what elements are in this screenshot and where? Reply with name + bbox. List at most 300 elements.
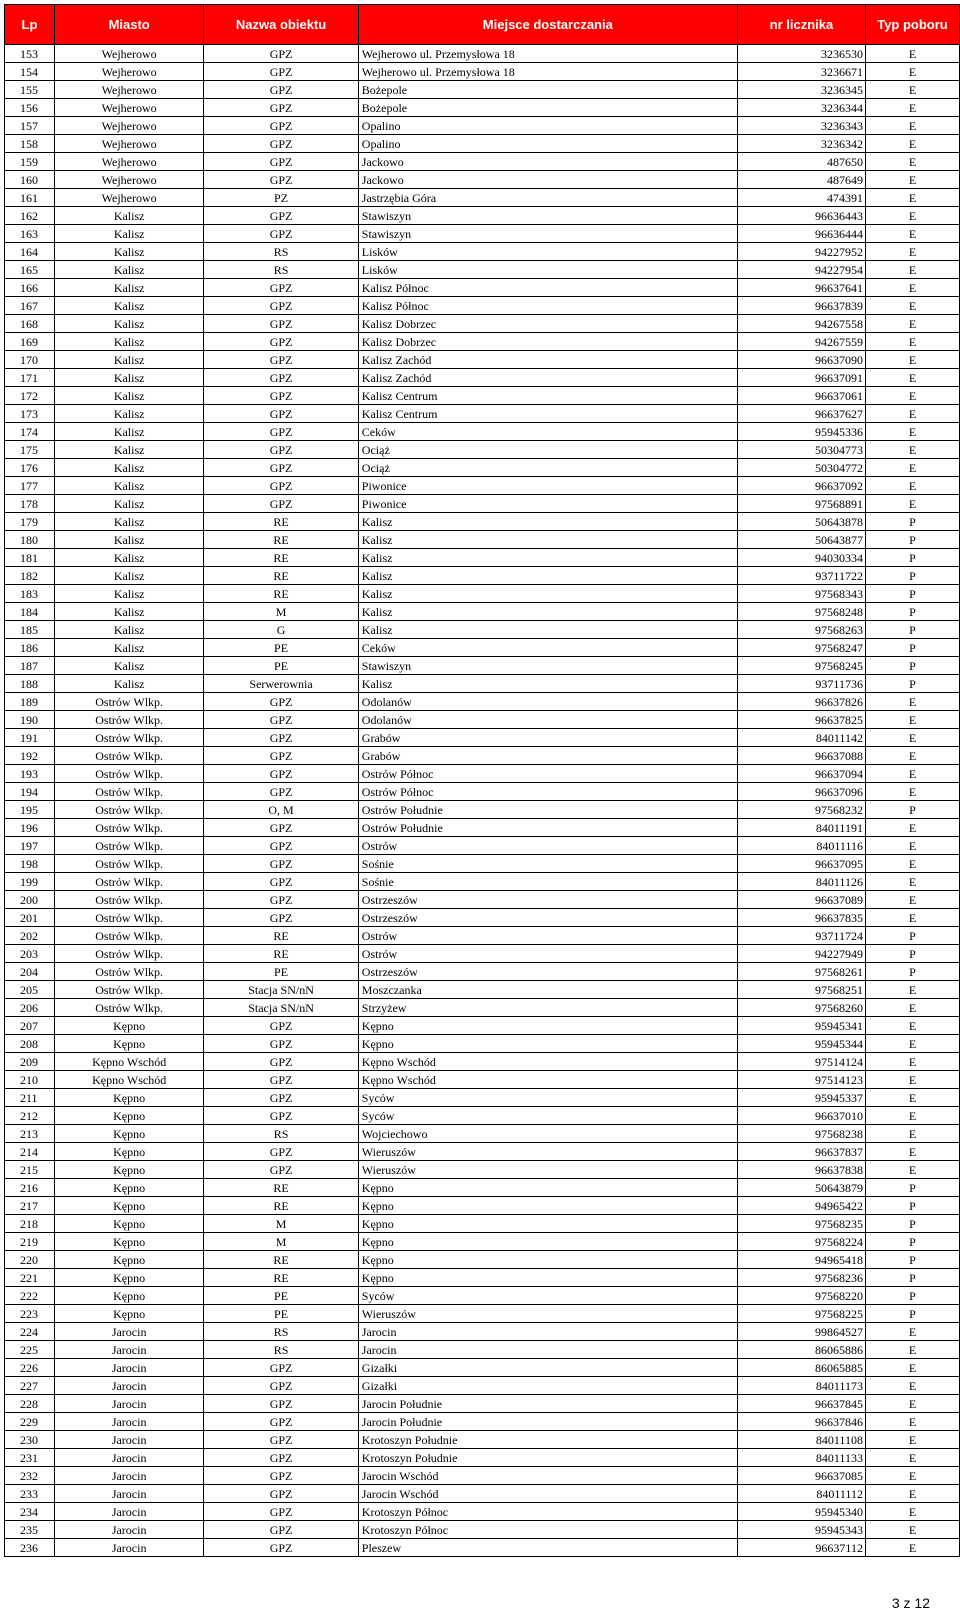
table-row	[5, 1287, 960, 1305]
cell-lp: 203	[5, 945, 55, 963]
cell-miasto: Wejherowo	[54, 81, 203, 99]
cell-miasto: Ostrów Wlkp.	[54, 801, 203, 819]
cell-miejsce-dostarczania: Kalisz Zachód	[358, 351, 737, 369]
cell-miejsce-dostarczania: Krotoszyn Południe	[358, 1449, 737, 1467]
table-row	[5, 945, 960, 963]
cell-miejsce-dostarczania: Ostrów	[358, 837, 737, 855]
table-row	[5, 1071, 960, 1089]
cell-nr-licznika: 95945337	[737, 1089, 865, 1107]
cell-nr-licznika: 97568245	[737, 657, 865, 675]
cell-typ-poboru: E	[865, 909, 959, 927]
cell-nr-licznika: 96637090	[737, 351, 865, 369]
table-row	[5, 171, 960, 189]
cell-nazwa-obiektu: GPZ	[204, 1485, 358, 1503]
cell-lp: 160	[5, 171, 55, 189]
cell-miasto: Kalisz	[54, 333, 203, 351]
cell-typ-poboru: E	[865, 1053, 959, 1071]
cell-miasto: Kalisz	[54, 387, 203, 405]
cell-lp: 224	[5, 1323, 55, 1341]
cell-lp: 184	[5, 603, 55, 621]
table-row	[5, 855, 960, 873]
cell-typ-poboru: E	[865, 81, 959, 99]
cell-nr-licznika: 94267559	[737, 333, 865, 351]
cell-lp: 178	[5, 495, 55, 513]
cell-miasto: Kępno	[54, 1179, 203, 1197]
table-row	[5, 1449, 960, 1467]
cell-typ-poboru: E	[865, 783, 959, 801]
cell-typ-poboru: E	[865, 225, 959, 243]
cell-miejsce-dostarczania: Bożepole	[358, 99, 737, 117]
table-row	[5, 1125, 960, 1143]
cell-typ-poboru: P	[865, 1215, 959, 1233]
cell-nr-licznika: 96637061	[737, 387, 865, 405]
cell-miasto: Jarocin	[54, 1341, 203, 1359]
cell-lp: 231	[5, 1449, 55, 1467]
cell-nazwa-obiektu: Stacja SN/nN	[204, 999, 358, 1017]
header-nazwa-obiektu: Nazwa obiektu	[204, 5, 358, 45]
cell-lp: 159	[5, 153, 55, 171]
cell-miejsce-dostarczania: Opalino	[358, 117, 737, 135]
cell-lp: 170	[5, 351, 55, 369]
table-row	[5, 1323, 960, 1341]
cell-miasto: Ostrów Wlkp.	[54, 873, 203, 891]
cell-miejsce-dostarczania: Bożepole	[358, 81, 737, 99]
cell-miasto: Kępno Wschód	[54, 1071, 203, 1089]
cell-miasto: Kalisz	[54, 243, 203, 261]
cell-lp: 235	[5, 1521, 55, 1539]
cell-nazwa-obiektu: GPZ	[204, 1143, 358, 1161]
cell-nazwa-obiektu: GPZ	[204, 1035, 358, 1053]
cell-typ-poboru: E	[865, 1089, 959, 1107]
cell-miasto: Ostrów Wlkp.	[54, 927, 203, 945]
cell-nazwa-obiektu: GPZ	[204, 1503, 358, 1521]
cell-miasto: Kalisz	[54, 477, 203, 495]
cell-miasto: Ostrów Wlkp.	[54, 909, 203, 927]
cell-nazwa-obiektu: Serwerownia	[204, 675, 358, 693]
cell-miasto: Ostrów Wlkp.	[54, 819, 203, 837]
table-row	[5, 1251, 960, 1269]
cell-typ-poboru: E	[865, 45, 959, 63]
table-row	[5, 423, 960, 441]
cell-typ-poboru: E	[865, 1125, 959, 1143]
cell-nazwa-obiektu: PE	[204, 639, 358, 657]
cell-nr-licznika: 97568263	[737, 621, 865, 639]
cell-miasto: Kępno	[54, 1305, 203, 1323]
cell-nazwa-obiektu: GPZ	[204, 1521, 358, 1539]
cell-lp: 188	[5, 675, 55, 693]
cell-miejsce-dostarczania: Lisków	[358, 243, 737, 261]
cell-nazwa-obiektu: GPZ	[204, 1071, 358, 1089]
table-row	[5, 1179, 960, 1197]
cell-nr-licznika: 97568247	[737, 639, 865, 657]
table-row	[5, 1467, 960, 1485]
cell-lp: 211	[5, 1089, 55, 1107]
cell-lp: 186	[5, 639, 55, 657]
table-row	[5, 441, 960, 459]
cell-lp: 223	[5, 1305, 55, 1323]
cell-typ-poboru: P	[865, 621, 959, 639]
cell-nazwa-obiektu: GPZ	[204, 1017, 358, 1035]
cell-miasto: Ostrów Wlkp.	[54, 747, 203, 765]
cell-nazwa-obiektu: PE	[204, 1305, 358, 1323]
cell-nazwa-obiektu: GPZ	[204, 1431, 358, 1449]
cell-miasto: Jarocin	[54, 1521, 203, 1539]
cell-typ-poboru: P	[865, 1269, 959, 1287]
cell-nr-licznika: 96637641	[737, 279, 865, 297]
table-row	[5, 819, 960, 837]
cell-nazwa-obiektu: RS	[204, 1323, 358, 1341]
cell-miejsce-dostarczania: Kalisz	[358, 675, 737, 693]
cell-miejsce-dostarczania: Wieruszów	[358, 1143, 737, 1161]
cell-miejsce-dostarczania: Ostrów Południe	[358, 819, 737, 837]
table-row	[5, 63, 960, 81]
cell-miejsce-dostarczania: Stawiszyn	[358, 657, 737, 675]
cell-typ-poboru: E	[865, 1107, 959, 1125]
cell-nr-licznika: 487650	[737, 153, 865, 171]
cell-nazwa-obiektu: RE	[204, 1269, 358, 1287]
cell-nazwa-obiektu: O, M	[204, 801, 358, 819]
cell-lp: 236	[5, 1539, 55, 1557]
cell-miejsce-dostarczania: Moszczanka	[358, 981, 737, 999]
cell-miejsce-dostarczania: Kalisz Dobrzec	[358, 315, 737, 333]
cell-miasto: Kalisz	[54, 513, 203, 531]
cell-lp: 233	[5, 1485, 55, 1503]
cell-nazwa-obiektu: RE	[204, 567, 358, 585]
cell-nr-licznika: 50643879	[737, 1179, 865, 1197]
table-row	[5, 369, 960, 387]
cell-miejsce-dostarczania: Krotoszyn Północ	[358, 1503, 737, 1521]
cell-lp: 191	[5, 729, 55, 747]
cell-nr-licznika: 95945336	[737, 423, 865, 441]
cell-nr-licznika: 96637088	[737, 747, 865, 765]
table-row	[5, 1053, 960, 1071]
cell-miasto: Kalisz	[54, 441, 203, 459]
table-row	[5, 1395, 960, 1413]
cell-nazwa-obiektu: GPZ	[204, 459, 358, 477]
cell-nr-licznika: 95945340	[737, 1503, 865, 1521]
cell-miejsce-dostarczania: Grabów	[358, 747, 737, 765]
table-row	[5, 837, 960, 855]
table-row	[5, 153, 960, 171]
table-row	[5, 387, 960, 405]
cell-lp: 213	[5, 1125, 55, 1143]
cell-typ-poboru: E	[865, 99, 959, 117]
cell-nazwa-obiektu: GPZ	[204, 153, 358, 171]
cell-lp: 185	[5, 621, 55, 639]
cell-lp: 209	[5, 1053, 55, 1071]
table-row	[5, 1089, 960, 1107]
cell-nr-licznika: 474391	[737, 189, 865, 207]
table-row	[5, 207, 960, 225]
table-row	[5, 783, 960, 801]
cell-lp: 217	[5, 1197, 55, 1215]
cell-miejsce-dostarczania: Jarocin Południe	[358, 1395, 737, 1413]
cell-lp: 201	[5, 909, 55, 927]
cell-miasto: Kalisz	[54, 423, 203, 441]
cell-nr-licznika: 96637112	[737, 1539, 865, 1557]
cell-nazwa-obiektu: GPZ	[204, 405, 358, 423]
cell-typ-poboru: E	[865, 459, 959, 477]
cell-lp: 190	[5, 711, 55, 729]
cell-typ-poboru: E	[865, 135, 959, 153]
cell-miejsce-dostarczania: Jastrzębia Góra	[358, 189, 737, 207]
cell-miasto: Wejherowo	[54, 189, 203, 207]
cell-nazwa-obiektu: GPZ	[204, 765, 358, 783]
table-row	[5, 189, 960, 207]
cell-lp: 180	[5, 531, 55, 549]
cell-nazwa-obiektu: PE	[204, 1287, 358, 1305]
cell-nr-licznika: 97568225	[737, 1305, 865, 1323]
cell-miasto: Kępno	[54, 1287, 203, 1305]
cell-nr-licznika: 95945344	[737, 1035, 865, 1053]
cell-nr-licznika: 97568251	[737, 981, 865, 999]
cell-miasto: Ostrów Wlkp.	[54, 729, 203, 747]
cell-nazwa-obiektu: RE	[204, 1251, 358, 1269]
cell-lp: 202	[5, 927, 55, 945]
table-row	[5, 135, 960, 153]
table-row	[5, 729, 960, 747]
cell-lp: 205	[5, 981, 55, 999]
cell-nr-licznika: 96637839	[737, 297, 865, 315]
cell-typ-poboru: E	[865, 297, 959, 315]
table-row	[5, 351, 960, 369]
cell-miasto: Jarocin	[54, 1359, 203, 1377]
cell-nr-licznika: 86065885	[737, 1359, 865, 1377]
cell-miejsce-dostarczania: Kępno	[358, 1269, 737, 1287]
cell-nr-licznika: 93711722	[737, 567, 865, 585]
cell-lp: 210	[5, 1071, 55, 1089]
cell-typ-poboru: E	[865, 369, 959, 387]
cell-typ-poboru: E	[865, 405, 959, 423]
cell-typ-poboru: E	[865, 1071, 959, 1089]
cell-miejsce-dostarczania: Jackowo	[358, 171, 737, 189]
table-row	[5, 639, 960, 657]
cell-nr-licznika: 94227952	[737, 243, 865, 261]
table-row	[5, 1413, 960, 1431]
cell-miejsce-dostarczania: Ceków	[358, 423, 737, 441]
cell-typ-poboru: E	[865, 1449, 959, 1467]
cell-typ-poboru: P	[865, 801, 959, 819]
cell-nazwa-obiektu: RE	[204, 927, 358, 945]
cell-nr-licznika: 97514123	[737, 1071, 865, 1089]
cell-nr-licznika: 84011133	[737, 1449, 865, 1467]
table-row	[5, 1377, 960, 1395]
cell-nr-licznika: 97568236	[737, 1269, 865, 1287]
cell-miasto: Jarocin	[54, 1413, 203, 1431]
cell-lp: 221	[5, 1269, 55, 1287]
cell-nr-licznika: 50304772	[737, 459, 865, 477]
cell-lp: 174	[5, 423, 55, 441]
cell-miasto: Kalisz	[54, 459, 203, 477]
cell-miejsce-dostarczania: Kępno	[358, 1251, 737, 1269]
cell-nazwa-obiektu: GPZ	[204, 747, 358, 765]
cell-typ-poboru: E	[865, 315, 959, 333]
cell-lp: 187	[5, 657, 55, 675]
table-row	[5, 1431, 960, 1449]
cell-miasto: Ostrów Wlkp.	[54, 783, 203, 801]
cell-nazwa-obiektu: GPZ	[204, 63, 358, 81]
table-row	[5, 513, 960, 531]
cell-miasto: Ostrów Wlkp.	[54, 945, 203, 963]
cell-typ-poboru: E	[865, 261, 959, 279]
cell-miejsce-dostarczania: Wejherowo ul. Przemysłowa 18	[358, 63, 737, 81]
table-row	[5, 693, 960, 711]
cell-typ-poboru: P	[865, 1305, 959, 1323]
cell-miejsce-dostarczania: Jackowo	[358, 153, 737, 171]
cell-nazwa-obiektu: GPZ	[204, 207, 358, 225]
table-row	[5, 873, 960, 891]
cell-nr-licznika: 86065886	[737, 1341, 865, 1359]
cell-nr-licznika: 96637835	[737, 909, 865, 927]
cell-miasto: Kalisz	[54, 279, 203, 297]
cell-typ-poboru: E	[865, 423, 959, 441]
cell-nazwa-obiektu: GPZ	[204, 873, 358, 891]
cell-typ-poboru: E	[865, 1359, 959, 1377]
header-miejsce-dostarczania: Miejsce dostarczania	[358, 5, 737, 45]
table-row	[5, 45, 960, 63]
cell-nr-licznika: 84011142	[737, 729, 865, 747]
cell-miasto: Kalisz	[54, 621, 203, 639]
cell-nr-licznika: 94267558	[737, 315, 865, 333]
cell-miejsce-dostarczania: Kalisz Centrum	[358, 387, 737, 405]
cell-miejsce-dostarczania: Kalisz Północ	[358, 279, 737, 297]
cell-nazwa-obiektu: RE	[204, 513, 358, 531]
cell-nazwa-obiektu: GPZ	[204, 477, 358, 495]
meter-table-sheet	[4, 4, 960, 1557]
cell-lp: 225	[5, 1341, 55, 1359]
cell-miasto: Kalisz	[54, 567, 203, 585]
cell-nazwa-obiektu: RS	[204, 1341, 358, 1359]
cell-typ-poboru: E	[865, 711, 959, 729]
cell-miasto: Kalisz	[54, 639, 203, 657]
cell-miejsce-dostarczania: Ociąż	[358, 459, 737, 477]
cell-nazwa-obiektu: GPZ	[204, 891, 358, 909]
cell-miasto: Kępno	[54, 1143, 203, 1161]
cell-typ-poboru: P	[865, 963, 959, 981]
cell-nazwa-obiektu: GPZ	[204, 117, 358, 135]
cell-typ-poboru: P	[865, 927, 959, 945]
cell-lp: 206	[5, 999, 55, 1017]
cell-lp: 167	[5, 297, 55, 315]
cell-miasto: Ostrów Wlkp.	[54, 855, 203, 873]
cell-typ-poboru: E	[865, 1323, 959, 1341]
cell-miasto: Kalisz	[54, 495, 203, 513]
cell-lp: 232	[5, 1467, 55, 1485]
cell-miejsce-dostarczania: Kalisz Centrum	[358, 405, 737, 423]
cell-typ-poboru: E	[865, 477, 959, 495]
table-row	[5, 1161, 960, 1179]
cell-typ-poboru: E	[865, 333, 959, 351]
cell-typ-poboru: E	[865, 837, 959, 855]
cell-lp: 222	[5, 1287, 55, 1305]
cell-nazwa-obiektu: RE	[204, 1179, 358, 1197]
cell-lp: 157	[5, 117, 55, 135]
cell-nr-licznika: 97568261	[737, 963, 865, 981]
cell-miasto: Wejherowo	[54, 99, 203, 117]
cell-miasto: Kalisz	[54, 297, 203, 315]
cell-nazwa-obiektu: RE	[204, 945, 358, 963]
cell-miasto: Jarocin	[54, 1467, 203, 1485]
cell-miasto: Kępno Wschód	[54, 1053, 203, 1071]
cell-typ-poboru: E	[865, 873, 959, 891]
cell-typ-poboru: E	[865, 765, 959, 783]
cell-typ-poboru: P	[865, 1179, 959, 1197]
cell-miasto: Kępno	[54, 1197, 203, 1215]
cell-typ-poboru: E	[865, 441, 959, 459]
cell-miejsce-dostarczania: Strzyżew	[358, 999, 737, 1017]
cell-typ-poboru: E	[865, 351, 959, 369]
cell-nr-licznika: 99864527	[737, 1323, 865, 1341]
table-row	[5, 1305, 960, 1323]
cell-miasto: Kępno	[54, 1017, 203, 1035]
cell-nazwa-obiektu: GPZ	[204, 1359, 358, 1377]
cell-typ-poboru: E	[865, 981, 959, 999]
cell-miejsce-dostarczania: Ostrów Północ	[358, 783, 737, 801]
cell-typ-poboru: P	[865, 585, 959, 603]
cell-typ-poboru: E	[865, 1485, 959, 1503]
cell-nr-licznika: 97514124	[737, 1053, 865, 1071]
cell-lp: 198	[5, 855, 55, 873]
cell-typ-poboru: E	[865, 1143, 959, 1161]
table-row	[5, 459, 960, 477]
cell-nazwa-obiektu: GPZ	[204, 819, 358, 837]
cell-miejsce-dostarczania: Kępno Wschód	[358, 1071, 737, 1089]
meter-table	[4, 4, 960, 1557]
cell-nazwa-obiektu: GPZ	[204, 351, 358, 369]
table-row	[5, 549, 960, 567]
cell-miejsce-dostarczania: Ostrzeszów	[358, 963, 737, 981]
cell-miasto: Kalisz	[54, 531, 203, 549]
table-row	[5, 405, 960, 423]
cell-typ-poboru: E	[865, 1341, 959, 1359]
cell-miejsce-dostarczania: Piwonice	[358, 477, 737, 495]
cell-lp: 154	[5, 63, 55, 81]
table-row	[5, 117, 960, 135]
cell-nr-licznika: 96637010	[737, 1107, 865, 1125]
table-row	[5, 1233, 960, 1251]
cell-miejsce-dostarczania: Gizałki	[358, 1377, 737, 1395]
cell-miasto: Wejherowo	[54, 153, 203, 171]
table-row	[5, 1539, 960, 1557]
cell-typ-poboru: P	[865, 945, 959, 963]
cell-miasto: Wejherowo	[54, 63, 203, 81]
cell-miasto: Ostrów Wlkp.	[54, 837, 203, 855]
cell-miejsce-dostarczania: Kalisz	[358, 585, 737, 603]
cell-nr-licznika: 97568224	[737, 1233, 865, 1251]
cell-nr-licznika: 94227949	[737, 945, 865, 963]
cell-nazwa-obiektu: GPZ	[204, 909, 358, 927]
table-row	[5, 981, 960, 999]
cell-nr-licznika: 96637837	[737, 1143, 865, 1161]
cell-lp: 162	[5, 207, 55, 225]
cell-typ-poboru: P	[865, 639, 959, 657]
cell-miasto: Kalisz	[54, 207, 203, 225]
cell-typ-poboru: E	[865, 207, 959, 225]
cell-miasto: Wejherowo	[54, 117, 203, 135]
cell-lp: 196	[5, 819, 55, 837]
cell-nazwa-obiektu: GPZ	[204, 1413, 358, 1431]
cell-nr-licznika: 96637825	[737, 711, 865, 729]
cell-typ-poboru: E	[865, 1521, 959, 1539]
table-row	[5, 1503, 960, 1521]
cell-lp: 171	[5, 369, 55, 387]
cell-nazwa-obiektu: PZ	[204, 189, 358, 207]
table-row	[5, 279, 960, 297]
cell-typ-poboru: E	[865, 1431, 959, 1449]
cell-nr-licznika: 97568343	[737, 585, 865, 603]
cell-miejsce-dostarczania: Krotoszyn Północ	[358, 1521, 737, 1539]
cell-typ-poboru: E	[865, 1035, 959, 1053]
